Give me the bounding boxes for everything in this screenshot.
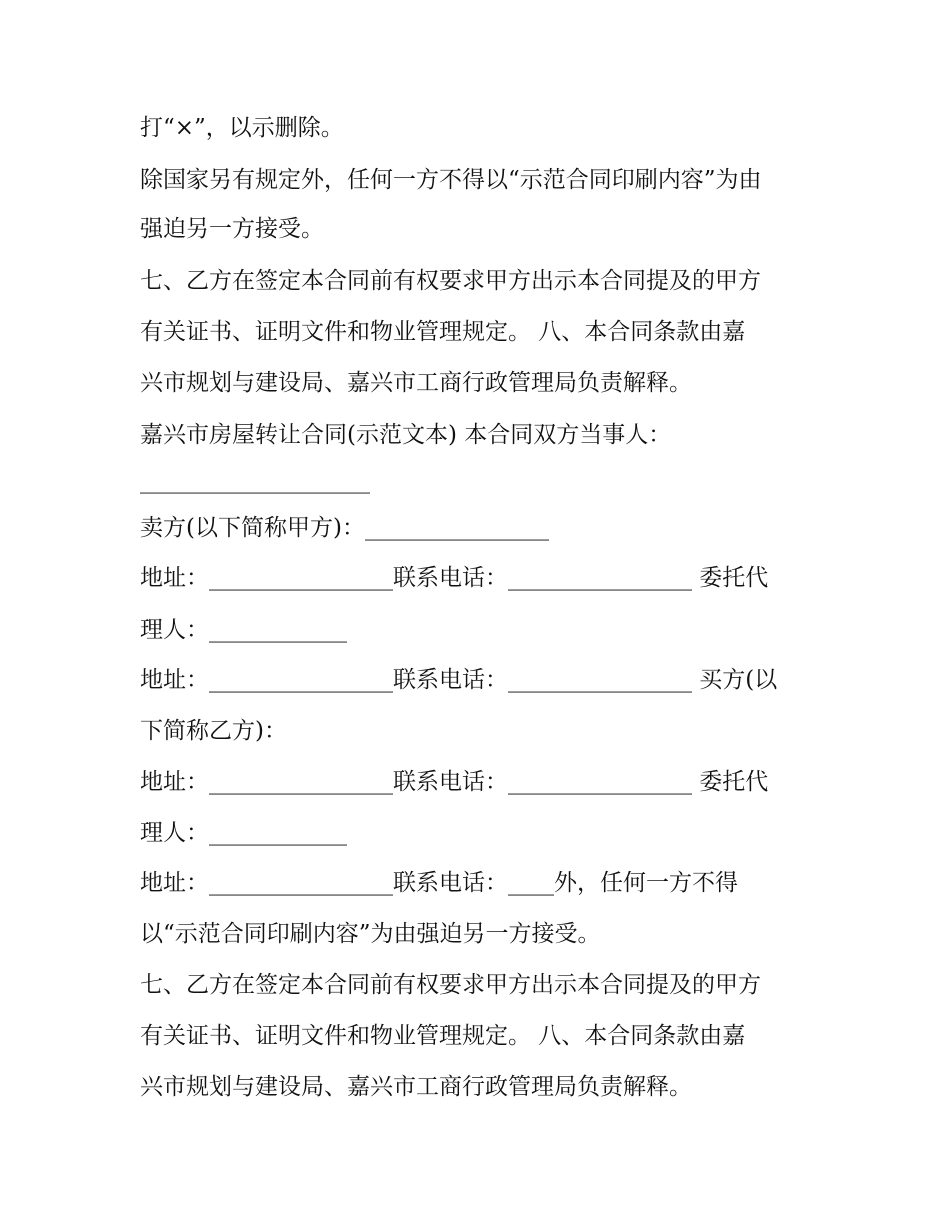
address-phone-line: 地址：________________联系电话：____外，任何一方不得 [140,870,738,896]
text-line: 七、乙方在签定本合同前有权要求甲方出示本合同提及的甲方 [140,268,761,294]
text-line: 有关证书、证明文件和物业管理规定。 八、本合同条款由嘉 [140,1023,746,1049]
text-line: 以“示范合同印刷内容”为由强迫另一方接受。 [140,921,601,947]
text-line: 兴市规划与建设局、嘉兴市工商行政管理局负责解释。 [140,1074,692,1100]
text-line: 除国家另有规定外，任何一方不得以“示范合同印刷内容”为由 [140,167,762,193]
text-line: 七、乙方在签定本合同前有权要求甲方出示本合同提及的甲方 [140,972,761,998]
seller-line: 卖方(以下简称甲方)：________________ [140,515,549,541]
buyer-line: 下简称乙方)： [140,718,287,744]
signature-blank: ____________________ [140,468,370,494]
agent-line: 理人：____________ [140,820,347,846]
text-line: 强迫另一方接受。 [140,216,324,242]
text-line: 打“×”，以示删除。 [140,115,344,141]
address-phone-line: 地址：________________联系电话：________________ 委托代 [140,565,769,591]
address-phone-line: 地址：________________联系电话：________________ 买方(以 [140,667,778,693]
text-line: 嘉兴市房屋转让合同(示范文本) 本合同双方当事人： [140,422,672,448]
address-phone-line: 地址：________________联系电话：________________ 委托代 [140,769,769,795]
text-line: 兴市规划与建设局、嘉兴市工商行政管理局负责解释。 [140,370,692,396]
agent-line: 理人：____________ [140,617,347,643]
text-line: 有关证书、证明文件和物业管理规定。 八、本合同条款由嘉 [140,319,746,345]
